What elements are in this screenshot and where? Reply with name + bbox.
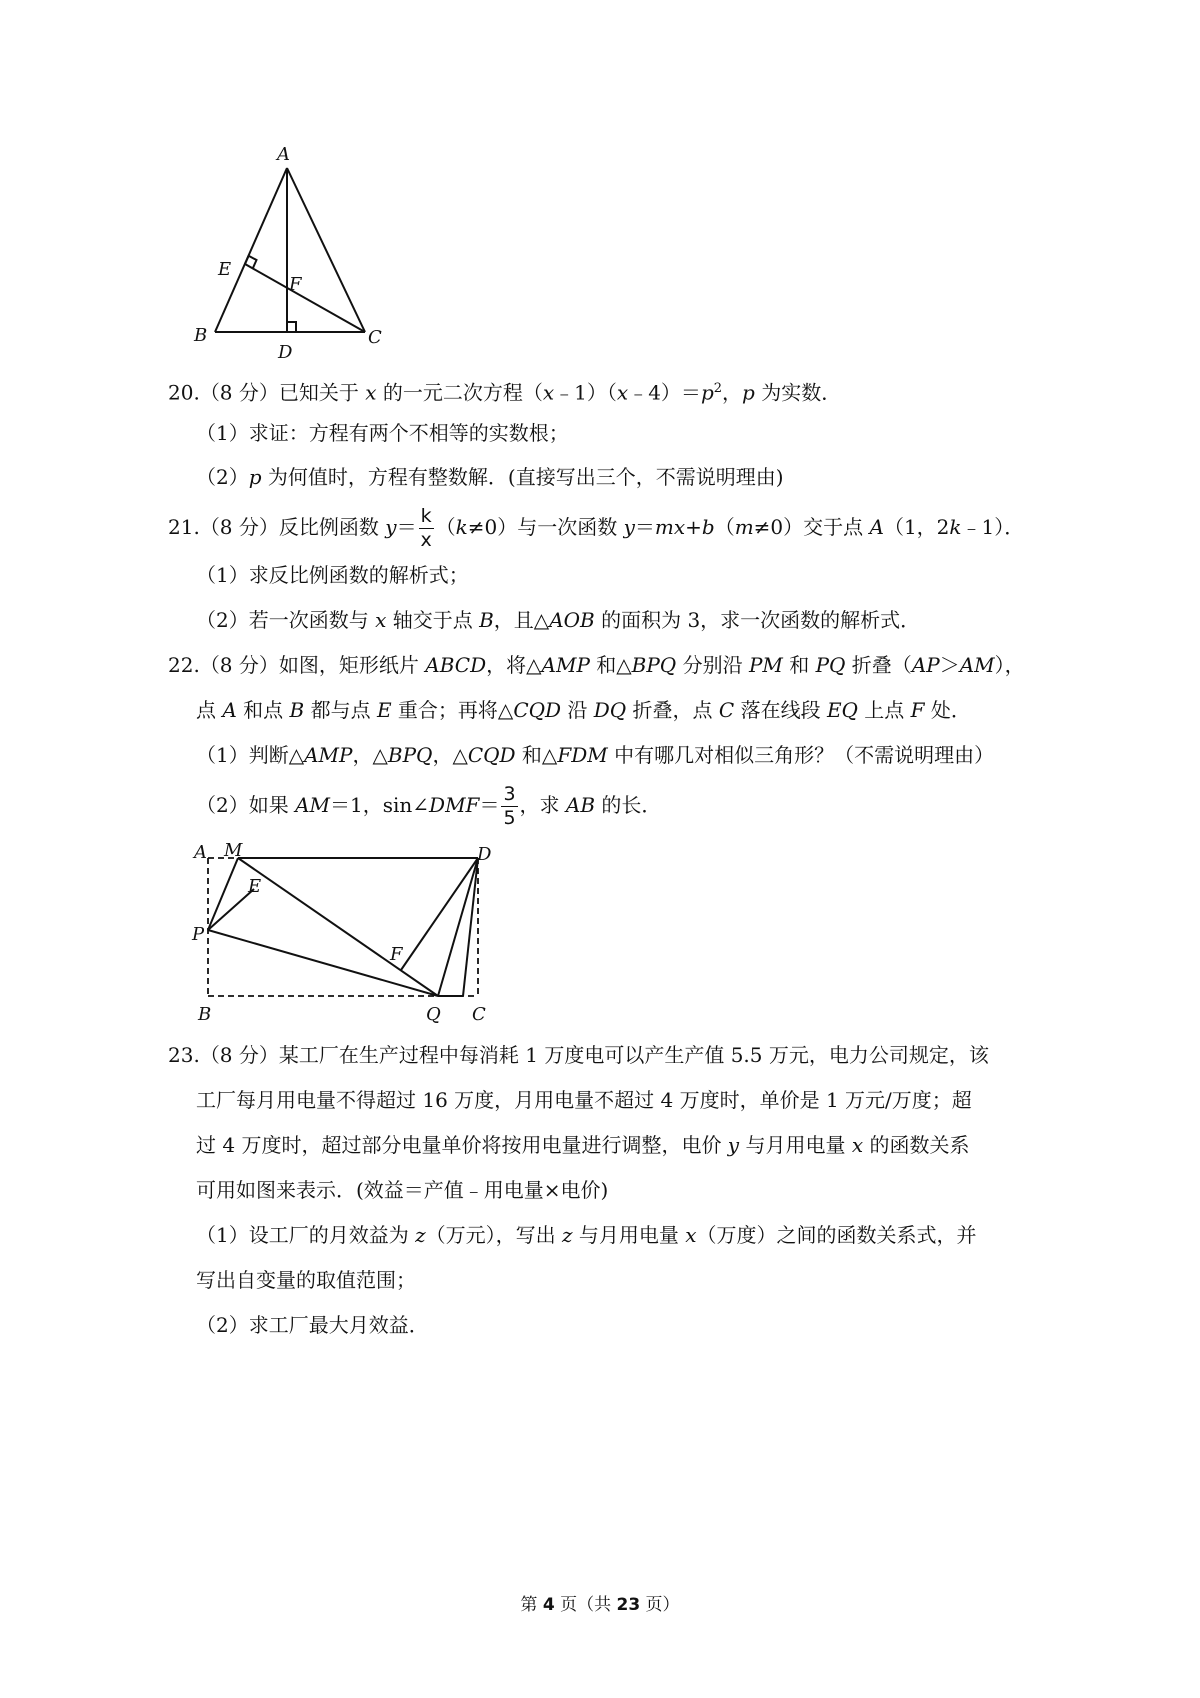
fraction-k-over-x: $\frac{k}{x}$	[420, 505, 432, 551]
q23-sub1-line2: 写出自变量的取值范围；	[196, 1268, 416, 1292]
q20-sub2: （2）p 为何值时，方程有整数解．(直接写出三个，不需说明理由)	[196, 465, 784, 489]
rectangle-fold-figure	[190, 838, 510, 1028]
label-e2: E	[248, 876, 262, 897]
label-d2: D	[477, 844, 492, 865]
label-a2: A	[194, 842, 207, 863]
triangle-figure	[190, 140, 410, 365]
fraction-3-over-5: $\frac{3}{5}$	[503, 783, 516, 829]
label-e: E	[218, 259, 232, 280]
page-footer: 第 4 页（共 23 页）	[520, 1595, 680, 1615]
q20-stem: 20.（8 分）已知关于 x 的一元二次方程$(x﹣1)(x﹣4)=p^2$，p 为实数．	[168, 380, 842, 405]
q23-stem-line2: 工厂每月用电量不得超过 16 万度，月用电量不超过 4 万度时，单价是 1 万元/万度；超	[196, 1088, 972, 1112]
label-a: A	[277, 144, 290, 165]
q22-sub2: （2）如果 AM＝1，sin∠DMF＝ $\frac{3}{5}$ ，求 AB 的长．	[196, 783, 662, 829]
label-c2: C	[472, 1004, 486, 1025]
q21-sub1: （1）求反比例函数的解析式；	[196, 563, 469, 587]
label-d: D	[278, 342, 293, 363]
label-b: B	[194, 325, 208, 346]
label-p: P	[192, 924, 205, 945]
q21-sub2: （2）若一次函数与 x 轴交于点 B，且△AOB 的面积为 3，求一次函数的解析式．	[196, 608, 921, 632]
label-f: F	[289, 274, 302, 295]
label-q: Q	[426, 1004, 441, 1025]
label-c: C	[368, 327, 382, 348]
label-f2: F	[390, 944, 403, 965]
label-m: M	[224, 840, 243, 861]
q20-sub1: （1）求证：方程有两个不相等的实数根；	[196, 421, 569, 445]
q23-stem-line4: 可用如图来表示．(效益＝产值﹣用电量×电价)	[196, 1178, 609, 1202]
q23-stem: 23.（8 分）某工厂在生产过程中每消耗 1 万度电可以产生产值 5.5 万元，电力公司规定，该	[168, 1043, 989, 1067]
q22-stem-line2: 点 A 和点 B 都与点 E 重合；再将△CQD 沿 DQ 折叠，点 C 落在线段 EQ 上点 F 处．	[196, 698, 971, 722]
q23-sub1: （1）设工厂的月效益为 z（万元），写出 z 与月用电量 x（万度）之间的函数关系式，并	[196, 1223, 977, 1247]
q23-sub2: （2）求工厂最大月效益．	[196, 1313, 429, 1337]
q23-stem-line3: 过 4 万度时，超过部分电量单价将按用电量进行调整，电价 y 与月用电量 x 的函数关系	[196, 1133, 970, 1157]
q22-stem: 22.（8 分）如图，矩形纸片 ABCD，将△AMP 和△BPQ 分别沿 PM 和 PQ 折叠（AP＞AM），	[168, 653, 1025, 677]
q22-sub1: （1）判断△AMP，△BPQ，△CQD 和△FDM 中有哪几对相似三角形？（不需说明理由）	[196, 743, 995, 767]
q21-stem: 21.（8 分）反比例函数 y＝ $\frac{k}{x}$ （k≠0）与一次函数 y＝mx+b（m≠0）交于点 A（1，2k﹣1）．	[168, 505, 1025, 551]
label-b2: B	[198, 1004, 212, 1025]
